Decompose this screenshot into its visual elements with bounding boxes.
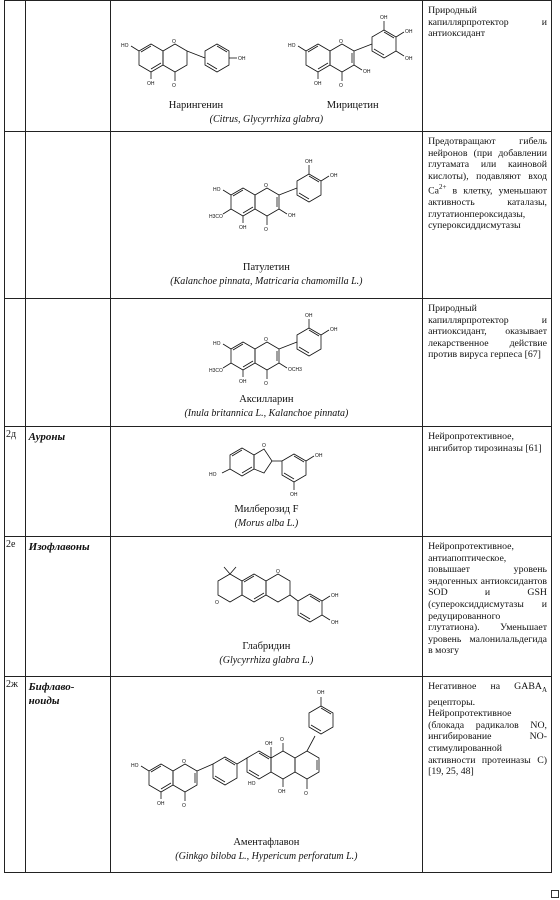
svg-text:OH: OH <box>404 56 413 62</box>
svg-text:OH: OH <box>287 213 296 219</box>
patuletin-structure <box>209 147 349 247</box>
svg-text:OH: OH <box>379 15 388 21</box>
group-name: Изофлавоны <box>25 537 110 677</box>
svg-text:HO: HO <box>208 472 217 478</box>
myricetin-structure <box>286 3 431 103</box>
structure-cell <box>110 1 422 132</box>
group-name <box>25 1 110 132</box>
group-name <box>25 132 110 299</box>
svg-text:O: O <box>261 443 266 449</box>
effect-text: Природный капиллярпротектор и антиоксидант <box>423 1 552 132</box>
plant-source: (Ginkgo biloba L., Hypericum perforatum L.) <box>175 851 358 862</box>
effect-text: Природный капиллярпротектор и антиоксидант, оказывает лекарственное действие против вируса герпеса [67] <box>423 299 552 427</box>
row-number: 2д <box>5 427 26 537</box>
svg-text:O: O <box>263 381 268 387</box>
structure-cell <box>110 299 422 427</box>
row-number: 2ж <box>5 677 26 873</box>
svg-text:HO: HO <box>120 43 129 49</box>
svg-text:O: O <box>338 83 343 89</box>
effect-text: Предотвращают гибель нейронов (при добавлении глутамата или каиновой кислоты), подавляют вход $Ca^{2+}$ в клетку, уменьшают активность каталазы, глутатионпероксидазы, супероксиддисмутазы <box>423 132 552 299</box>
svg-text:H3CO: H3CO <box>208 368 223 374</box>
effect-text: Негативное на $GABA_A$ рецепторы. Нейропротективное (блокада радикалов NO, ингибирование NO-стимулированной активности протеиназы С) [19, 25, 48] <box>423 677 552 873</box>
table-row <box>5 537 552 677</box>
compound-name: Милберозид F <box>234 504 299 515</box>
plant-source: (Inula britannica L., Kalanchoe pinnata) <box>184 408 349 419</box>
flavonoid-table <box>4 0 552 873</box>
table-row <box>5 427 552 537</box>
svg-text:HO: HO <box>247 781 256 787</box>
svg-text:OH: OH <box>289 492 298 498</box>
svg-text:OH: OH <box>362 69 371 75</box>
plant-source: (Morus alba L.) <box>234 518 299 529</box>
compound-name: Патулетин <box>242 262 290 273</box>
svg-text:OH: OH <box>404 29 413 35</box>
svg-text:OH: OH <box>316 690 325 696</box>
table-row <box>5 677 552 873</box>
svg-text:HO: HO <box>287 43 296 49</box>
compound-name: Аментафлавон <box>233 837 300 848</box>
structure-cell <box>110 537 422 677</box>
structure-cell <box>110 132 422 299</box>
svg-text:O: O <box>263 183 268 189</box>
svg-text:OH: OH <box>329 173 338 179</box>
svg-text:OH: OH <box>146 81 155 87</box>
svg-text:O: O <box>279 737 284 743</box>
group-name: Бифлаво- ноиды <box>25 677 110 873</box>
svg-text:HO: HO <box>212 187 221 193</box>
svg-text:OH: OH <box>237 56 246 62</box>
row-number: 2е <box>5 537 26 677</box>
svg-text:O: O <box>275 569 280 575</box>
svg-text:O: O <box>181 803 186 809</box>
compound-name: Глабридин <box>242 641 291 652</box>
svg-text:OH: OH <box>277 789 286 795</box>
svg-text:O: O <box>171 39 176 45</box>
effect-text: Нейропротективное, антиапоптическое, повышает уровень эндогенных антиоксидантов SOD и GSH (супероксиддисмутазы и редуцированного глутатиона). Уменьшает уровень малонилальдегида в мозгу <box>423 537 552 677</box>
svg-text:OH: OH <box>304 159 313 165</box>
page-corner-marker <box>551 890 559 898</box>
svg-text:O: O <box>214 600 219 606</box>
svg-text:OH: OH <box>330 593 339 599</box>
svg-text:O: O <box>338 39 343 45</box>
effect-text: Нейропротективное, ингибитор тирозиназы [61] <box>423 427 552 537</box>
row-number <box>5 299 26 427</box>
axillarin-structure <box>209 305 354 400</box>
svg-text:OH: OH <box>314 453 323 459</box>
compound-name: Мирицетин <box>326 100 379 111</box>
table-row <box>5 132 552 299</box>
plant-source: (Glycyrrhiza glabra L.) <box>219 655 314 666</box>
table-row <box>5 299 552 427</box>
glabridin-structure <box>206 551 356 646</box>
svg-text:OCH3: OCH3 <box>287 367 302 373</box>
row-number <box>5 132 26 299</box>
svg-text:OH: OH <box>304 313 313 319</box>
svg-text:OH: OH <box>313 81 322 87</box>
mulberroside-structure <box>206 433 356 508</box>
compound-name: Аксилларин <box>239 394 294 405</box>
table-row <box>5 1 552 132</box>
svg-text:O: O <box>303 791 308 797</box>
row-number <box>5 1 26 132</box>
svg-text:HO: HO <box>130 763 139 769</box>
naringenin-structure <box>119 21 259 101</box>
plant-source: (Kalanchoe pinnata, Matricaria chamomilla L.) <box>170 276 363 287</box>
group-name: Ауроны <box>25 427 110 537</box>
structure-cell <box>110 427 422 537</box>
svg-text:O: O <box>171 83 176 89</box>
structure-cell <box>110 677 422 873</box>
compound-name: Нарингенин <box>168 100 224 111</box>
svg-text:O: O <box>263 227 268 233</box>
svg-text:H3CO: H3CO <box>208 214 223 220</box>
svg-text:HO: HO <box>212 341 221 347</box>
amentoflavone-structure <box>129 681 429 831</box>
plant-source: (Citrus, Glycyrrhiza glabra) <box>209 114 324 125</box>
svg-text:OH: OH <box>264 741 273 747</box>
svg-text:OH: OH <box>156 801 165 807</box>
svg-text:O: O <box>181 759 186 765</box>
svg-text:O: O <box>263 337 268 343</box>
svg-text:OH: OH <box>238 225 247 231</box>
group-name <box>25 299 110 427</box>
svg-text:OH: OH <box>238 379 247 385</box>
svg-text:OH: OH <box>330 620 339 626</box>
svg-text:OH: OH <box>329 327 338 333</box>
